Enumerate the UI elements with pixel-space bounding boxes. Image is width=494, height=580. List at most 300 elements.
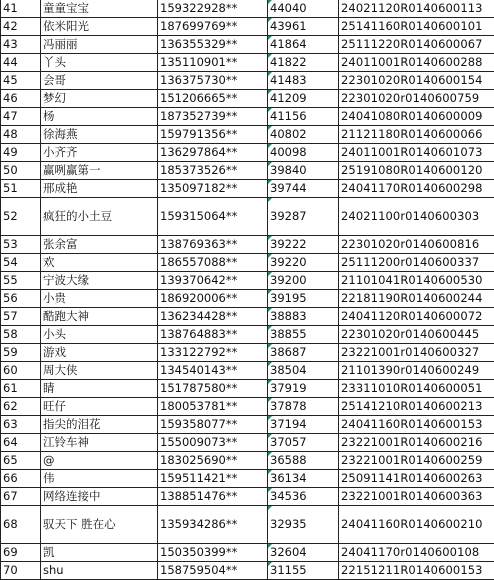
phone-cell — [158, 90, 268, 108]
phone-text: 155009073** — [160, 435, 237, 449]
player-name-text: 梦幻 — [43, 91, 66, 105]
rank-cell — [1, 344, 41, 362]
green-corner-marker-icon — [268, 36, 272, 40]
phone-cell — [158, 362, 268, 380]
phone-text: 138851476** — [160, 489, 237, 503]
code-text: 24041120R0140600072 — [341, 309, 483, 323]
phone-cell — [158, 290, 268, 308]
rank-text: 48 — [3, 127, 18, 141]
rank-text: 41 — [3, 1, 18, 15]
table-row — [1, 126, 494, 144]
score-cell — [268, 108, 339, 126]
rank-text: 52 — [3, 209, 18, 223]
player-name-text: 指尖的泪花 — [43, 417, 101, 431]
rank-cell — [1, 416, 41, 434]
player-name-text: 宁波大缘 — [43, 273, 89, 287]
code-text: 25141210R0140600213 — [341, 399, 483, 413]
rank-text: 63 — [3, 417, 18, 431]
green-corner-marker-icon — [268, 18, 272, 22]
rank-text: 61 — [3, 381, 18, 395]
rank-text: 67 — [3, 489, 18, 503]
rank-text: 42 — [3, 19, 18, 33]
player-name-cell — [41, 326, 158, 344]
player-name-cell — [41, 308, 158, 326]
phone-cell — [158, 36, 268, 54]
green-corner-marker-icon — [268, 236, 272, 240]
player-name-cell — [41, 398, 158, 416]
rank-cell — [1, 90, 41, 108]
table-row — [1, 108, 494, 126]
score-text: 38855 — [270, 327, 307, 341]
green-corner-marker-icon — [268, 144, 272, 148]
phone-text: 158759504** — [160, 563, 237, 577]
green-corner-marker-icon — [268, 434, 272, 438]
rank-text: 60 — [3, 363, 18, 377]
code-text: 21121180R0140600066 — [341, 127, 483, 141]
score-cell — [268, 236, 339, 254]
phone-text: 159791356** — [160, 127, 237, 141]
table-row — [1, 488, 494, 506]
phone-cell — [158, 506, 268, 544]
code-cell — [339, 18, 494, 36]
code-cell — [339, 290, 494, 308]
player-name-cell — [41, 126, 158, 144]
score-text: 39200 — [270, 273, 307, 287]
player-name-cell — [41, 272, 158, 290]
table-row — [1, 544, 494, 562]
rank-text: 45 — [3, 73, 18, 87]
table-row — [1, 380, 494, 398]
player-name-cell — [41, 254, 158, 272]
table-row — [1, 470, 494, 488]
code-text: 22181190R0140600244 — [341, 291, 483, 305]
score-cell — [268, 470, 339, 488]
phone-cell — [158, 562, 268, 580]
rank-cell — [1, 380, 41, 398]
phone-text: 183025690** — [160, 453, 237, 467]
code-text: 22301020r0140600445 — [341, 327, 479, 341]
green-corner-marker-icon — [268, 254, 272, 258]
rank-cell — [1, 544, 41, 562]
table-row — [1, 562, 494, 580]
score-text: 37057 — [270, 435, 307, 449]
code-cell — [339, 470, 494, 488]
green-corner-marker-icon — [268, 0, 272, 4]
player-name-text: 酷跑大神 — [43, 309, 89, 323]
score-text: 39287 — [270, 209, 307, 223]
player-name-text: 小齐齐 — [43, 145, 78, 159]
phone-text: 151206665** — [160, 91, 237, 105]
code-cell — [339, 54, 494, 72]
score-cell — [268, 398, 339, 416]
code-cell — [339, 308, 494, 326]
player-name-text: 网络连接中 — [43, 489, 101, 503]
phone-text: 133122792** — [160, 345, 237, 359]
phone-cell — [158, 54, 268, 72]
code-cell — [339, 254, 494, 272]
rank-text: 68 — [3, 517, 18, 531]
code-text: 24011001R0140600288 — [341, 55, 483, 69]
player-name-text: 张余富 — [43, 237, 78, 251]
player-name-text: 丫头 — [43, 55, 66, 69]
score-text: 43961 — [270, 19, 307, 33]
phone-text: 150350399** — [160, 545, 237, 559]
rank-text: 57 — [3, 309, 18, 323]
rank-cell — [1, 198, 41, 236]
rank-text: 59 — [3, 345, 18, 359]
score-cell — [268, 126, 339, 144]
table-row — [1, 162, 494, 180]
rank-text: 47 — [3, 109, 18, 123]
code-cell — [339, 452, 494, 470]
rank-text: 53 — [3, 237, 18, 251]
green-corner-marker-icon — [268, 380, 272, 384]
table-row — [1, 54, 494, 72]
rank-cell — [1, 470, 41, 488]
phone-text: 139370642** — [160, 273, 237, 287]
rank-text: 50 — [3, 163, 18, 177]
code-text: 24041080R0140600009 — [341, 109, 483, 123]
player-name-text: 周大侠 — [43, 363, 78, 377]
player-name-text: 疯狂的小土豆 — [43, 209, 112, 223]
green-corner-marker-icon — [268, 54, 272, 58]
player-name-cell — [41, 236, 158, 254]
score-text: 37194 — [270, 417, 307, 431]
code-cell — [339, 344, 494, 362]
score-text: 41864 — [270, 37, 307, 51]
player-name-cell — [41, 290, 158, 308]
score-cell — [268, 362, 339, 380]
phone-cell — [158, 308, 268, 326]
player-name-text: 小贵 — [43, 291, 66, 305]
code-text: 24021100r0140600303 — [341, 209, 479, 223]
green-corner-marker-icon — [268, 272, 272, 276]
phone-text: 186920006** — [160, 291, 237, 305]
code-text: 25091141R0140600263 — [341, 471, 483, 485]
code-cell — [339, 398, 494, 416]
table-row — [1, 344, 494, 362]
code-cell — [339, 488, 494, 506]
score-text: 41822 — [270, 55, 307, 69]
rank-text: 66 — [3, 471, 18, 485]
player-name-cell — [41, 544, 158, 562]
code-text: 22301020R0140600154 — [341, 73, 483, 87]
phone-text: 187352739** — [160, 109, 237, 123]
table-row — [1, 0, 494, 18]
ranking-table-body — [1, 0, 494, 580]
phone-text: 136375730** — [160, 73, 237, 87]
code-text: 23221001R0140600259 — [341, 453, 483, 467]
phone-text: 180053781** — [160, 399, 237, 413]
table-row — [1, 362, 494, 380]
player-name-cell — [41, 470, 158, 488]
player-name-text: 驭天下 胜在心 — [43, 517, 116, 531]
player-name-text: 会哥 — [43, 73, 66, 87]
phone-cell — [158, 162, 268, 180]
code-cell — [339, 434, 494, 452]
player-name-text: 杨 — [43, 109, 55, 123]
player-name-cell — [41, 506, 158, 544]
phone-cell — [158, 434, 268, 452]
phone-cell — [158, 380, 268, 398]
code-text: 23221001r0140600327 — [341, 345, 479, 359]
rank-cell — [1, 0, 41, 18]
score-cell — [268, 198, 339, 236]
code-text: 24041160R0140600210 — [341, 517, 483, 531]
phone-cell — [158, 180, 268, 198]
rank-text: 54 — [3, 255, 18, 269]
rank-text: 64 — [3, 435, 18, 449]
code-cell — [339, 236, 494, 254]
phone-cell — [158, 144, 268, 162]
score-text: 34536 — [270, 489, 307, 503]
phone-text: 159358077** — [160, 417, 237, 431]
phone-cell — [158, 126, 268, 144]
rank-cell — [1, 18, 41, 36]
green-corner-marker-icon — [268, 108, 272, 112]
score-text: 39840 — [270, 163, 307, 177]
code-text: 21101041R0140600530 — [341, 273, 483, 287]
rank-cell — [1, 54, 41, 72]
code-cell — [339, 72, 494, 90]
phone-cell — [158, 326, 268, 344]
player-name-cell — [41, 362, 158, 380]
score-cell — [268, 18, 339, 36]
score-cell — [268, 544, 339, 562]
score-text: 39744 — [270, 181, 307, 195]
score-cell — [268, 254, 339, 272]
table-row — [1, 236, 494, 254]
green-corner-marker-icon — [268, 290, 272, 294]
green-corner-marker-icon — [268, 126, 272, 130]
table-row — [1, 416, 494, 434]
score-cell — [268, 308, 339, 326]
player-name-text: shu — [43, 563, 64, 577]
code-cell — [339, 126, 494, 144]
code-text: 25141160R0140600101 — [341, 19, 483, 33]
phone-text: 135097182** — [160, 181, 237, 195]
score-text: 38504 — [270, 363, 307, 377]
green-corner-marker-icon — [268, 506, 272, 510]
green-corner-marker-icon — [268, 326, 272, 330]
score-cell — [268, 416, 339, 434]
score-text: 36134 — [270, 471, 307, 485]
phone-text: 135934286** — [160, 517, 237, 531]
score-cell — [268, 488, 339, 506]
player-name-cell — [41, 180, 158, 198]
score-cell — [268, 344, 339, 362]
phone-text: 185373526** — [160, 163, 237, 177]
code-cell — [339, 272, 494, 290]
green-corner-marker-icon — [268, 488, 272, 492]
rank-cell — [1, 398, 41, 416]
code-cell — [339, 544, 494, 562]
green-corner-marker-icon — [268, 416, 272, 420]
rank-text: 55 — [3, 273, 18, 287]
table-row — [1, 198, 494, 236]
table-row — [1, 326, 494, 344]
player-name-text: 凯 — [43, 545, 55, 559]
score-cell — [268, 380, 339, 398]
green-corner-marker-icon — [268, 308, 272, 312]
player-name-text: 徐海燕 — [43, 127, 78, 141]
code-cell — [339, 90, 494, 108]
code-cell — [339, 36, 494, 54]
phone-text: 138769363** — [160, 237, 237, 251]
code-text: 23221001R0140600216 — [341, 435, 483, 449]
green-corner-marker-icon — [268, 398, 272, 402]
rank-cell — [1, 272, 41, 290]
score-text: 40802 — [270, 127, 307, 141]
rank-text: 65 — [3, 453, 18, 467]
rank-cell — [1, 108, 41, 126]
player-name-cell — [41, 198, 158, 236]
score-cell — [268, 90, 339, 108]
code-text: 24041160R0140600153 — [341, 417, 483, 431]
code-text: 23221001R0140600363 — [341, 489, 483, 503]
score-cell — [268, 180, 339, 198]
green-corner-marker-icon — [268, 362, 272, 366]
score-cell — [268, 36, 339, 54]
code-cell — [339, 0, 494, 18]
rank-cell — [1, 506, 41, 544]
phone-cell — [158, 254, 268, 272]
player-name-text: 依米阳光 — [43, 19, 89, 33]
table-row — [1, 18, 494, 36]
code-text: 22301020r0140600759 — [341, 91, 479, 105]
code-cell — [339, 380, 494, 398]
score-cell — [268, 434, 339, 452]
green-corner-marker-icon — [268, 162, 272, 166]
rank-cell — [1, 434, 41, 452]
phone-cell — [158, 272, 268, 290]
player-name-cell — [41, 144, 158, 162]
phone-text: 159511421** — [160, 471, 237, 485]
score-cell — [268, 72, 339, 90]
score-text: 39222 — [270, 237, 307, 251]
code-cell — [339, 198, 494, 236]
rank-cell — [1, 162, 41, 180]
player-name-text: 游戏 — [43, 345, 66, 359]
green-corner-marker-icon — [268, 90, 272, 94]
phone-cell — [158, 488, 268, 506]
score-cell — [268, 562, 339, 580]
score-text: 41209 — [270, 91, 307, 105]
phone-cell — [158, 398, 268, 416]
table-row — [1, 90, 494, 108]
green-corner-marker-icon — [268, 180, 272, 184]
rank-cell — [1, 236, 41, 254]
code-cell — [339, 144, 494, 162]
player-name-text: 赢咧赢第一 — [43, 163, 101, 177]
player-name-cell — [41, 380, 158, 398]
table-row — [1, 36, 494, 54]
score-text: 41483 — [270, 73, 307, 87]
score-cell — [268, 506, 339, 544]
rank-cell — [1, 144, 41, 162]
player-name-cell — [41, 562, 158, 580]
code-cell — [339, 108, 494, 126]
score-text: 37919 — [270, 381, 307, 395]
green-corner-marker-icon — [268, 344, 272, 348]
rank-cell — [1, 180, 41, 198]
phone-cell — [158, 470, 268, 488]
code-cell — [339, 162, 494, 180]
table-row — [1, 254, 494, 272]
rank-cell — [1, 254, 41, 272]
score-text: 39220 — [270, 255, 307, 269]
player-name-cell — [41, 72, 158, 90]
code-text: 21101390r0140600249 — [341, 363, 479, 377]
rank-text: 58 — [3, 327, 18, 341]
code-text: 25191080R0140600120 — [341, 163, 483, 177]
player-name-text: 邢成艳 — [43, 181, 78, 195]
rank-text: 43 — [3, 37, 18, 51]
phone-text: 187699769** — [160, 19, 237, 33]
code-cell — [339, 180, 494, 198]
green-corner-marker-icon — [268, 470, 272, 474]
rank-cell — [1, 562, 41, 580]
score-cell — [268, 162, 339, 180]
code-cell — [339, 326, 494, 344]
score-cell — [268, 272, 339, 290]
player-name-text: 旺仔 — [43, 399, 66, 413]
player-name-cell — [41, 36, 158, 54]
rank-cell — [1, 36, 41, 54]
rank-cell — [1, 362, 41, 380]
player-name-text: 小头 — [43, 327, 66, 341]
rank-cell — [1, 290, 41, 308]
table-row — [1, 434, 494, 452]
phone-text: 186557088** — [160, 255, 237, 269]
phone-cell — [158, 0, 268, 18]
phone-cell — [158, 108, 268, 126]
code-text: 24011001R0140601073 — [341, 145, 483, 159]
score-cell — [268, 452, 339, 470]
rank-text: 70 — [3, 563, 18, 577]
table-row — [1, 452, 494, 470]
phone-cell — [158, 236, 268, 254]
player-name-text: @ — [43, 453, 55, 467]
rank-text: 51 — [3, 181, 18, 195]
code-cell — [339, 416, 494, 434]
green-corner-marker-icon — [268, 562, 272, 566]
player-name-cell — [41, 488, 158, 506]
rank-cell — [1, 308, 41, 326]
code-text: 24041170r0140600108 — [341, 545, 479, 559]
score-text: 31155 — [270, 563, 307, 577]
green-corner-marker-icon — [268, 544, 272, 548]
code-text: 24041170R0140600298 — [341, 181, 483, 195]
rank-text: 69 — [3, 545, 18, 559]
rank-cell — [1, 126, 41, 144]
rank-text: 56 — [3, 291, 18, 305]
rank-text: 44 — [3, 55, 18, 69]
player-name-cell — [41, 18, 158, 36]
phone-text: 159315064** — [160, 209, 237, 223]
score-text: 40098 — [270, 145, 307, 159]
score-text: 39195 — [270, 291, 307, 305]
code-cell — [339, 362, 494, 380]
player-name-cell — [41, 54, 158, 72]
table-row — [1, 308, 494, 326]
table-row — [1, 180, 494, 198]
phone-text: 136355329** — [160, 37, 237, 51]
score-text: 38687 — [270, 345, 307, 359]
phone-cell — [158, 18, 268, 36]
player-name-cell — [41, 162, 158, 180]
score-cell — [268, 290, 339, 308]
